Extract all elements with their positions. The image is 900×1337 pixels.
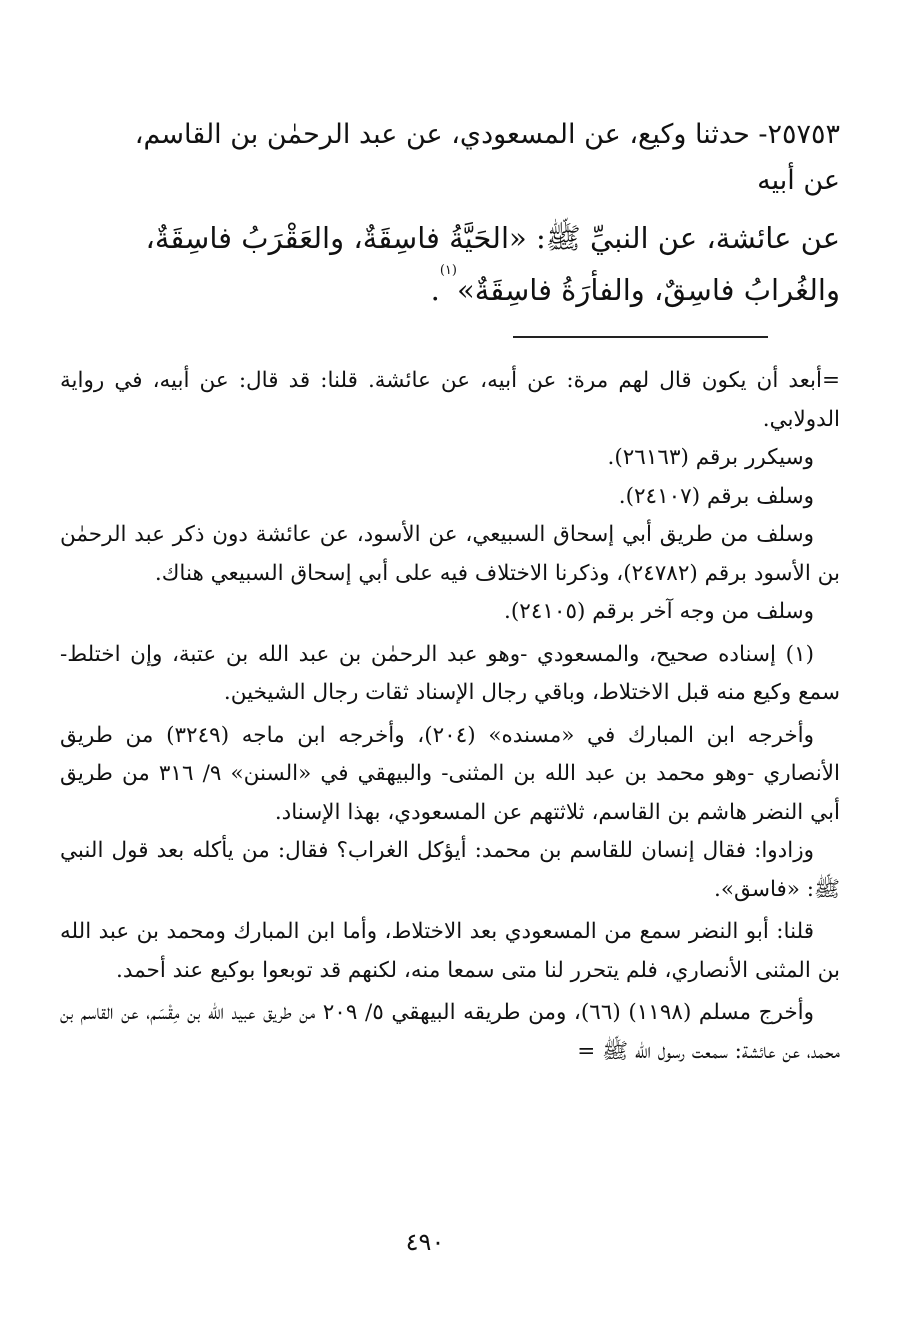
footnote-paragraph: وسلف من وجه آخر برقم (٢٤١٠٥). bbox=[504, 599, 814, 624]
footnote-marker: (١) bbox=[439, 263, 457, 278]
footnote-paragraph: وأخرجه ابن المبارك في «مسنده» (٢٠٤)، وأخرجه ابن ماجه (٣٢٤٩) من طريق الأنصاري -وهو محمد بن عبد الله بن المثنى- والبيهقي في «السنن» ٩/ ٣١٦ من طريق أبي النضر هاشم بن القاسم، ثلاثتهم عن المسعودي، بهذا الإسناد. bbox=[60, 722, 840, 825]
footnote-paragraph: وأخرج مسلم (١١٩٨) (٦٦)، ومن طريقه البيهقي ٥/ ٢٠٩ من طريق عبيد الله بن مِقْسَم، عن القاسم بن محمد، عن عائشة: سمعت رسول الله ﷺ = bbox=[60, 1000, 840, 1064]
isnad-line-1: ٢٥٧٥٣- حدثنا وكيع، عن المسعودي، عن عبد الرحمٰن بن القاسم، bbox=[134, 119, 840, 150]
matn-line-2-text: والغُرابُ فاسِقٌ، والفأرَةُ فاسِقَةٌ» bbox=[456, 273, 840, 307]
footnote-paragraph: وسلف من طريق أبي إسحاق السبيعي، عن الأسود، عن عائشة دون ذكر عبد الرحمٰن بن الأسود برقم (٢٤٧٨٢)، وذكرنا الاختلاف فيه على أبي إسحاق السبيعي هناك. bbox=[60, 522, 840, 586]
isnad-line-2: عن أبيه bbox=[757, 165, 840, 196]
matn-line-2 bbox=[60, 264, 840, 316]
matn-line-1: عن عائشة، عن النبيِّ ﷺ: «الحَيَّةُ فاسِقَةٌ، والعَقْرَبُ فاسِقَةٌ، bbox=[145, 221, 840, 255]
footnote-paragraph: (١) إسناده صحيح، والمسعودي -وهو عبد الرحمٰن بن عبد الله بن عتبة، وإن اختلط- سمع وكيع منه قبل الاختلاط، وباقي رجال الإسناد ثقات رجال الشيخين. bbox=[60, 641, 840, 705]
matn-line-2-end: . bbox=[430, 273, 440, 307]
hadith-matn bbox=[60, 212, 840, 316]
footnotes bbox=[60, 362, 840, 1071]
footnote-separator bbox=[513, 336, 768, 338]
page-number: ٤٩٠ bbox=[405, 1228, 445, 1256]
footnote-paragraph: =أبعد أن يكون قال لهم مرة: عن أبيه، عن عائشة. قلنا: قد قال: عن أبيه، في رواية الدولابي. bbox=[60, 368, 840, 432]
footnote-paragraph: وزادوا: فقال إنسان للقاسم بن محمد: أيؤكل الغراب؟ فقال: من يأكله بعد قول النبي ﷺ: «فاسق». bbox=[60, 838, 840, 902]
footnote-paragraph: وسيكرر برقم (٢٦١٦٣). bbox=[607, 445, 814, 470]
footnote-paragraph: قلنا: أبو النضر سمع من المسعودي بعد الاختلاط، وأما ابن المبارك ومحمد بن عبد الله بن المثنى الأنصاري، فلم يتحرر لنا متى سمعا منه، لكنهم قد توبعوا بوكيع عند أحمد. bbox=[60, 919, 840, 983]
footnote-paragraph: وسلف برقم (٢٤١٠٧). bbox=[618, 483, 814, 509]
hadith-isnad bbox=[60, 112, 840, 204]
